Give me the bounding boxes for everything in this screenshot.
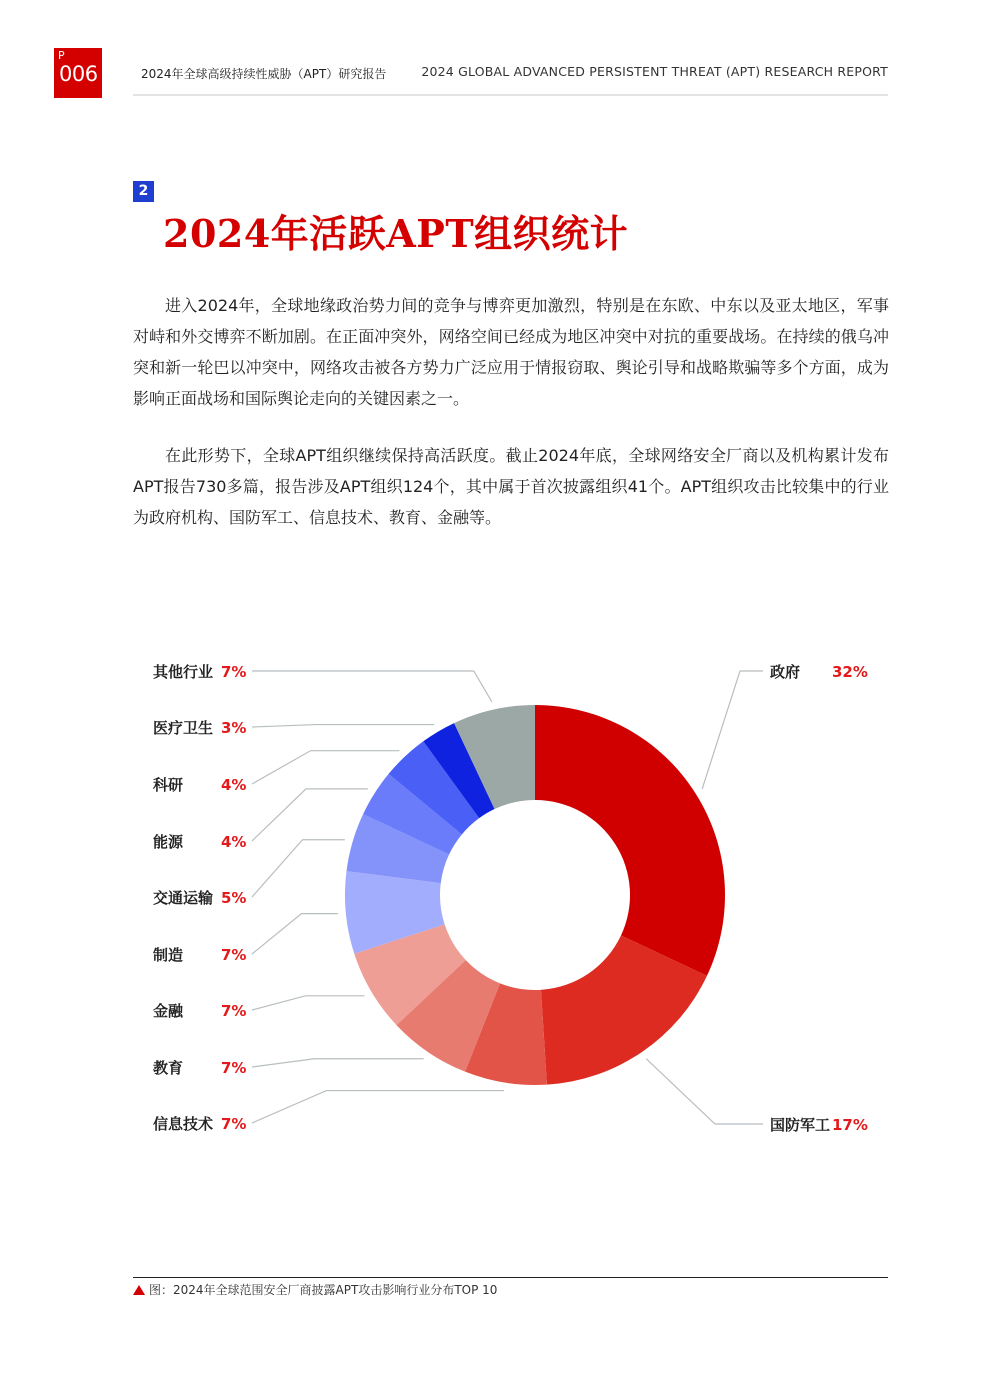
- page-prefix: P: [58, 49, 65, 62]
- category-label-6: 交通运输: [153, 889, 214, 907]
- leader-line-1: [646, 1059, 763, 1124]
- slice-0: [535, 705, 725, 976]
- figure-caption: 图：2024年全球范围安全厂商披露APT攻击影响行业分布TOP 10: [149, 1283, 498, 1297]
- category-label-5: 制造: [153, 946, 184, 964]
- category-label-4: 金融: [153, 1002, 184, 1020]
- category-label-2: 信息技术: [153, 1115, 214, 1133]
- section-title: 2024年活跃APT组织统计: [163, 211, 629, 256]
- caption-triangle-icon: [133, 1285, 145, 1295]
- leader-line-6: [252, 840, 345, 897]
- body-paragraph-1: 进入2024年，全球地缘政治势力间的竞争与博弈更加激烈，特别是在东欧、中东以及亚太地区，军事对峙和外交博弈不断加剧。在正面冲突外，网络空间已经成为地区冲突中对抗的重要战场。在持续的俄乌冲突和新一轮巴以冲突中，网络攻击被各方势力广泛应用于情报窃取、舆论引导和战略欺骗等多个方面，成为影响正面战场和国际舆论走向的关键因素之一。: [133, 296, 889, 408]
- leader-line-9: [252, 725, 434, 727]
- leader-line-7: [252, 789, 368, 841]
- category-label-9: 医疗卫生: [153, 719, 214, 737]
- leader-line-4: [252, 996, 365, 1010]
- header-title-cn: 2024年全球高级持续性威胁（APT）研究报告: [141, 67, 387, 81]
- page-number: 006: [59, 62, 98, 86]
- section-number-badge: 2: [133, 181, 154, 202]
- percent-label-4: 7%: [221, 1002, 247, 1020]
- header-title-en: 2024 GLOBAL ADVANCED PERSISTENT THREAT (APT) RESEARCH REPORT: [421, 64, 888, 79]
- percent-label-0: 32%: [832, 663, 868, 681]
- leader-line-2: [252, 1091, 504, 1123]
- percent-label-6: 5%: [221, 889, 247, 907]
- body-paragraph-2: 在此形势下，全球APT组织继续保持高活跃度。截止2024年底，全球网络安全厂商以及机构累计发布APT报告730多篇，报告涉及APT组织124个，其中属于首次披露组织41个。APT组织攻击比较集中的行业为政府机构、国防军工、信息技术、教育、金融等。: [133, 446, 889, 527]
- caption-divider: [133, 1277, 888, 1278]
- percent-label-8: 4%: [221, 776, 247, 794]
- category-label-1: 国防军工: [770, 1116, 831, 1134]
- percent-label-2: 7%: [221, 1115, 247, 1133]
- percent-label-5: 7%: [221, 946, 247, 964]
- leader-line-5: [252, 914, 338, 954]
- category-label-7: 能源: [153, 833, 184, 851]
- leader-line-3: [252, 1059, 424, 1067]
- percent-label-1: 17%: [832, 1116, 868, 1134]
- leader-line-0: [702, 671, 763, 789]
- category-label-3: 教育: [153, 1059, 184, 1077]
- percent-label-10: 7%: [221, 663, 247, 681]
- category-label-0: 政府: [770, 663, 801, 681]
- category-label-10: 其他行业: [153, 663, 214, 681]
- leader-line-10: [252, 671, 492, 702]
- category-label-8: 科研: [153, 776, 184, 794]
- leader-line-8: [252, 751, 399, 784]
- percent-label-9: 3%: [221, 719, 247, 737]
- percent-label-7: 4%: [221, 833, 247, 851]
- percent-label-3: 7%: [221, 1059, 247, 1077]
